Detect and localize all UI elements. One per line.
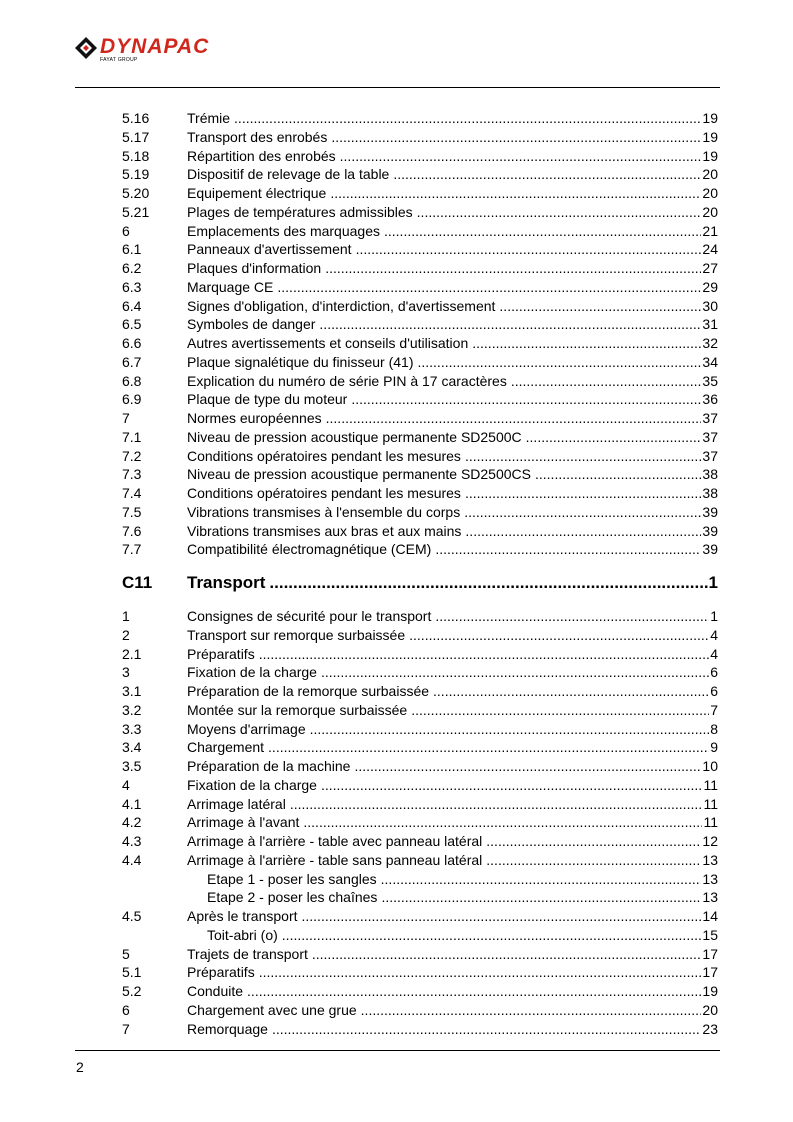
- toc-number: 5.21: [122, 203, 150, 220]
- leader-dots: [269, 571, 707, 595]
- toc-number: 6.2: [122, 260, 142, 276]
- leader-dots: [361, 1001, 702, 1020]
- dynapac-logo: [74, 36, 274, 66]
- toc-number: 6.3: [122, 278, 142, 295]
- leader-dots: [384, 222, 701, 241]
- toc-title: Symboles de danger: [187, 315, 319, 334]
- leader-dots: [330, 184, 701, 203]
- toc-page: 39: [702, 503, 718, 520]
- toc-row: [122, 945, 718, 964]
- toc-page: 32: [702, 335, 718, 351]
- toc-page: 11: [703, 776, 718, 793]
- toc-entry: [187, 409, 718, 428]
- toc-page: 35: [702, 372, 718, 389]
- toc-page: 4: [710, 645, 718, 662]
- toc-row: [122, 447, 718, 466]
- toc-title: Panneaux d'avertissement: [187, 240, 356, 259]
- toc-title: Arrimage latéral: [187, 795, 290, 814]
- toc-section-part1: [122, 109, 718, 559]
- toc-title: Toit-abri (o): [207, 926, 282, 945]
- toc-row: [122, 184, 718, 203]
- toc-row: [122, 982, 718, 1001]
- toc-row: [122, 795, 718, 814]
- leader-dots: [319, 315, 701, 334]
- toc-page: 19: [702, 128, 718, 145]
- toc-page: 17: [702, 964, 718, 981]
- leader-dots: [465, 447, 701, 466]
- toc-entry: [187, 390, 718, 409]
- toc-entry: [187, 447, 718, 466]
- toc-page: 12: [702, 833, 718, 849]
- toc-entry: [207, 870, 718, 889]
- toc-entry: [187, 184, 718, 203]
- toc-entry: [187, 757, 718, 776]
- dynapac-diamond-icon: [74, 36, 100, 60]
- toc-number: 6.1: [122, 241, 142, 258]
- toc-title: Montée sur la remorque surbaissée: [187, 701, 411, 720]
- leader-dots: [290, 795, 703, 814]
- toc-number: 6: [122, 1001, 130, 1018]
- toc-entry: [187, 607, 718, 626]
- toc-number: 5: [122, 945, 130, 962]
- toc-entry: [187, 945, 718, 964]
- toc-page: 9: [710, 739, 718, 756]
- toc-number: 6.6: [122, 335, 142, 351]
- toc-entry: [187, 315, 718, 334]
- toc-number: 7.1: [122, 428, 142, 445]
- leader-dots: [312, 945, 702, 964]
- toc-title: Conditions opératoires pendant les mesures: [187, 447, 465, 466]
- toc-page: 20: [702, 185, 718, 201]
- toc-row: [122, 626, 718, 645]
- toc-title: Signes d'obligation, d'interdiction, d'avertissement: [187, 297, 499, 316]
- leader-dots: [433, 682, 709, 701]
- toc-page: 27: [702, 260, 718, 276]
- toc-number: 5.16: [122, 110, 150, 126]
- toc-number: 5.2: [122, 983, 142, 999]
- leader-dots: [325, 259, 701, 278]
- chapter-number: C11: [122, 573, 153, 592]
- leader-dots: [417, 353, 701, 372]
- toc-number: 4.2: [122, 814, 142, 831]
- leader-dots: [409, 626, 709, 645]
- toc-page: 17: [702, 945, 718, 962]
- brand-name: DYNAPAC: [100, 35, 210, 58]
- toc-number: 3.2: [122, 701, 142, 718]
- toc-number: 6.8: [122, 372, 142, 389]
- toc-entry: [187, 982, 718, 1001]
- toc-row: [122, 503, 718, 522]
- toc-row: [122, 522, 718, 541]
- toc-title: Marquage CE: [187, 278, 277, 297]
- toc-number: 4.1: [122, 795, 142, 812]
- chapter-entry: [187, 571, 718, 595]
- toc-row: [122, 278, 718, 297]
- toc-row: [122, 203, 718, 222]
- toc-number: 4: [122, 776, 130, 793]
- leader-dots: [302, 907, 702, 926]
- leader-dots: [234, 109, 701, 128]
- toc-row: [122, 963, 718, 982]
- toc-number: 7.4: [122, 485, 142, 501]
- toc-page: 6: [710, 664, 718, 681]
- toc-page: 1: [710, 608, 718, 624]
- toc-page: 37: [702, 428, 718, 445]
- leader-dots: [526, 428, 702, 447]
- leader-dots: [331, 128, 701, 147]
- toc-entry: [187, 503, 718, 522]
- toc-number: 4.5: [122, 908, 142, 924]
- toc-row: [122, 334, 718, 353]
- leader-dots: [326, 409, 702, 428]
- leader-dots: [411, 701, 709, 720]
- toc-entry: [187, 1020, 718, 1039]
- toc-title: Normes européennes: [187, 409, 326, 428]
- toc-title: Equipement électrique: [187, 184, 330, 203]
- leader-dots: [499, 297, 701, 316]
- toc-page: 29: [702, 278, 718, 295]
- chapter-page: 1: [708, 573, 718, 592]
- toc-row: [122, 738, 718, 757]
- leader-dots: [277, 278, 701, 297]
- toc-page: 19: [702, 983, 718, 999]
- toc-title: Arrimage à l'arrière - table avec panneau latéral: [187, 832, 486, 851]
- chapter-title: Transport: [187, 571, 269, 595]
- toc-row: [122, 682, 718, 701]
- toc-title: Arrimage à l'arrière - table sans panneau latéral: [187, 851, 486, 870]
- toc-page: 30: [702, 297, 718, 314]
- toc-number: 3: [122, 664, 130, 681]
- toc-row: [122, 147, 718, 166]
- toc-number: 4.3: [122, 833, 142, 849]
- toc-row: [122, 907, 718, 926]
- toc-number: 7: [122, 1020, 130, 1037]
- toc-number: 7.2: [122, 447, 142, 464]
- leader-dots: [259, 645, 710, 664]
- leader-dots: [321, 663, 709, 682]
- toc-number: 7.3: [122, 466, 142, 483]
- toc-number: 3.1: [122, 683, 142, 699]
- toc-row: [122, 776, 718, 795]
- leader-dots: [340, 147, 702, 166]
- toc-entry: [187, 147, 718, 166]
- toc-page: 13: [702, 889, 718, 906]
- toc-number: 5.20: [122, 185, 150, 201]
- toc-title: Fixation de la charge: [187, 663, 321, 682]
- toc-entry: [187, 682, 718, 701]
- toc-page: 20: [702, 203, 718, 220]
- toc-number: 6.9: [122, 391, 142, 408]
- toc-page: 19: [702, 110, 718, 126]
- toc-entry: [187, 720, 718, 739]
- leader-dots: [535, 465, 701, 484]
- toc-row: [122, 888, 718, 907]
- toc-title: Niveau de pression acoustique permanente SD2500C: [187, 428, 526, 447]
- toc-row: [122, 128, 718, 147]
- toc-number: 6.4: [122, 297, 142, 314]
- toc-row: [122, 540, 718, 559]
- toc-title: Etape 1 - poser les sangles: [207, 870, 381, 889]
- toc-number: 6.5: [122, 316, 142, 333]
- toc-page: 14: [702, 908, 718, 924]
- toc-title: Après le transport: [187, 907, 302, 926]
- toc-title: Etape 2 - poser les chaînes: [207, 888, 381, 907]
- toc-entry: [187, 222, 718, 241]
- toc-number: 7.6: [122, 522, 142, 539]
- toc-title: Plages de températures admissibles: [187, 203, 417, 222]
- toc-row: [122, 428, 718, 447]
- toc-page: 11: [703, 795, 718, 812]
- toc-title: Chargement avec une grue: [187, 1001, 361, 1020]
- toc-page: 34: [702, 353, 718, 370]
- toc-number: 3.3: [122, 720, 142, 737]
- toc-entry: [187, 963, 718, 982]
- toc-number: 5.17: [122, 128, 150, 145]
- toc-page: 13: [702, 851, 718, 868]
- toc-row: [122, 465, 718, 484]
- toc-entry: [187, 428, 718, 447]
- leader-dots: [435, 540, 701, 559]
- toc-row: [122, 390, 718, 409]
- toc-number: 3.4: [122, 739, 142, 756]
- toc-title: Transport sur remorque surbaissée: [187, 626, 409, 645]
- toc-entry: [207, 926, 718, 945]
- leader-dots: [511, 372, 702, 391]
- toc-number: 6.7: [122, 353, 142, 370]
- toc-row: [122, 832, 718, 851]
- toc-entry: [187, 109, 718, 128]
- toc-number: 2.1: [122, 645, 142, 662]
- toc-row: [122, 701, 718, 720]
- toc-entry: [187, 128, 718, 147]
- toc-entry: [187, 795, 718, 814]
- toc-title: Explication du numéro de série PIN à 17 caractères: [187, 372, 511, 391]
- toc-entry: [187, 1001, 718, 1020]
- toc-number: 4.4: [122, 851, 142, 868]
- toc-page: 10: [702, 758, 718, 774]
- toc-title: Vibrations transmises aux bras et aux mains: [187, 522, 465, 541]
- toc-entry: [187, 240, 718, 259]
- toc-page: 37: [702, 447, 718, 464]
- toc-page: 31: [702, 316, 718, 333]
- toc-row: [122, 813, 718, 832]
- toc-title: Moyens d'arrimage: [187, 720, 310, 739]
- toc-title: Plaque de type du moteur: [187, 390, 351, 409]
- leader-dots: [465, 484, 701, 503]
- toc-title: Conduite: [187, 982, 247, 1001]
- leader-dots: [393, 165, 701, 184]
- toc-entry: [187, 259, 718, 278]
- toc-row: [122, 720, 718, 739]
- toc-entry: [187, 776, 718, 795]
- toc-row: [122, 851, 718, 870]
- toc-row: [122, 297, 718, 316]
- leader-dots: [472, 334, 701, 353]
- toc-row: [122, 259, 718, 278]
- toc-page: 37: [702, 410, 718, 426]
- toc-page: 24: [702, 241, 718, 258]
- leader-dots: [303, 813, 702, 832]
- toc-page: 21: [702, 222, 718, 239]
- toc-page: 39: [702, 522, 718, 539]
- table-of-contents: [122, 109, 718, 1038]
- brand-subtitle: FAYAT GROUP: [100, 57, 138, 63]
- toc-page: 39: [702, 541, 718, 558]
- toc-title: Dispositif de relevage de la table: [187, 165, 393, 184]
- toc-row: [122, 315, 718, 334]
- toc-number: 6: [122, 222, 130, 239]
- toc-row: [122, 409, 718, 428]
- chapter-heading: [122, 571, 718, 595]
- leader-dots: [465, 522, 701, 541]
- toc-row: [122, 757, 718, 776]
- toc-page: 20: [702, 1001, 718, 1018]
- toc-page: 19: [702, 147, 718, 164]
- toc-page: 36: [702, 391, 718, 408]
- toc-number: 7.5: [122, 503, 142, 520]
- toc-row: [122, 663, 718, 682]
- toc-title: Chargement: [187, 738, 268, 757]
- leader-dots: [381, 870, 702, 889]
- toc-entry: [187, 334, 718, 353]
- toc-title: Conditions opératoires pendant les mesures: [187, 484, 465, 503]
- toc-row: [122, 926, 718, 945]
- toc-title: Fixation de la charge: [187, 776, 321, 795]
- leader-dots: [259, 963, 702, 982]
- toc-row: [122, 240, 718, 259]
- toc-section-part2: [122, 607, 718, 1038]
- toc-title: Compatibilité électromagnétique (CEM): [187, 540, 435, 559]
- leader-dots: [247, 982, 701, 1001]
- toc-title: Transport des enrobés: [187, 128, 331, 147]
- toc-row: [122, 372, 718, 391]
- footer-rule: [75, 1050, 720, 1051]
- toc-entry: [187, 297, 718, 316]
- toc-row: [122, 484, 718, 503]
- toc-title: Trajets de transport: [187, 945, 312, 964]
- toc-number: 1: [122, 608, 130, 624]
- toc-entry: [187, 645, 718, 664]
- toc-entry: [187, 701, 718, 720]
- leader-dots: [381, 888, 701, 907]
- toc-title: Répartition des enrobés: [187, 147, 340, 166]
- leader-dots: [486, 851, 701, 870]
- toc-title: Trémie: [187, 109, 234, 128]
- toc-entry: [187, 522, 718, 541]
- toc-row: [122, 870, 718, 889]
- toc-title: Plaque signalétique du finisseur (41): [187, 353, 417, 372]
- toc-entry: [187, 353, 718, 372]
- toc-entry: [187, 813, 718, 832]
- toc-page: 13: [702, 870, 718, 887]
- toc-entry: [187, 907, 718, 926]
- toc-number: 2: [122, 626, 130, 643]
- toc-title: Remorquage: [187, 1020, 272, 1039]
- toc-row: [122, 222, 718, 241]
- leader-dots: [435, 607, 709, 626]
- toc-page: 8: [710, 720, 718, 737]
- toc-row: [122, 109, 718, 128]
- toc-entry: [187, 738, 718, 757]
- toc-page: 15: [702, 926, 718, 943]
- toc-entry: [187, 540, 718, 559]
- toc-page: 20: [702, 166, 718, 183]
- toc-entry: [187, 203, 718, 222]
- toc-page: 11: [703, 814, 718, 831]
- toc-number: 5.19: [122, 166, 150, 183]
- toc-page: 6: [710, 683, 718, 699]
- toc-number: 7.7: [122, 541, 142, 558]
- toc-row: [122, 353, 718, 372]
- toc-title: Plaques d'information: [187, 259, 325, 278]
- toc-title: Vibrations transmises à l'ensemble du corps: [187, 503, 464, 522]
- header-rule: [75, 87, 720, 88]
- leader-dots: [356, 240, 702, 259]
- toc-row: [122, 645, 718, 664]
- toc-entry: [187, 165, 718, 184]
- toc-number: 7: [122, 410, 130, 426]
- toc-title: Niveau de pression acoustique permanente SD2500CS: [187, 465, 535, 484]
- toc-number: 5.18: [122, 147, 150, 164]
- leader-dots: [464, 503, 701, 522]
- leader-dots: [272, 1020, 701, 1039]
- toc-page: 38: [702, 466, 718, 483]
- toc-title: Arrimage à l'avant: [187, 813, 303, 832]
- leader-dots: [417, 203, 702, 222]
- toc-entry: [187, 465, 718, 484]
- leader-dots: [354, 757, 701, 776]
- toc-entry: [187, 372, 718, 391]
- toc-title: Emplacements des marquages: [187, 222, 384, 241]
- toc-row: [122, 1020, 718, 1039]
- toc-entry: [187, 278, 718, 297]
- toc-page: 4: [710, 626, 718, 643]
- toc-title: Autres avertissements et conseils d'utilisation: [187, 334, 472, 353]
- toc-entry: [187, 484, 718, 503]
- leader-dots: [486, 832, 701, 851]
- toc-entry: [187, 663, 718, 682]
- leader-dots: [282, 926, 702, 945]
- leader-dots: [268, 738, 709, 757]
- leader-dots: [321, 776, 702, 795]
- toc-page: 38: [702, 485, 718, 501]
- toc-number: 5.1: [122, 964, 142, 981]
- toc-entry: [187, 832, 718, 851]
- leader-dots: [351, 390, 701, 409]
- toc-title: Préparatifs: [187, 963, 259, 982]
- page-number: 2: [76, 1059, 84, 1075]
- leader-dots: [310, 720, 710, 739]
- toc-entry: [207, 888, 718, 907]
- toc-title: Préparation de la remorque surbaissée: [187, 682, 433, 701]
- toc-title: Préparatifs: [187, 645, 259, 664]
- toc-entry: [187, 626, 718, 645]
- toc-row: [122, 165, 718, 184]
- toc-page: 7: [710, 701, 718, 718]
- toc-number: 3.5: [122, 758, 142, 774]
- toc-page: 23: [702, 1020, 718, 1037]
- toc-entry: [187, 851, 718, 870]
- toc-row: [122, 1001, 718, 1020]
- toc-title: Consignes de sécurité pour le transport: [187, 607, 435, 626]
- toc-title: Préparation de la machine: [187, 757, 354, 776]
- toc-row: [122, 607, 718, 626]
